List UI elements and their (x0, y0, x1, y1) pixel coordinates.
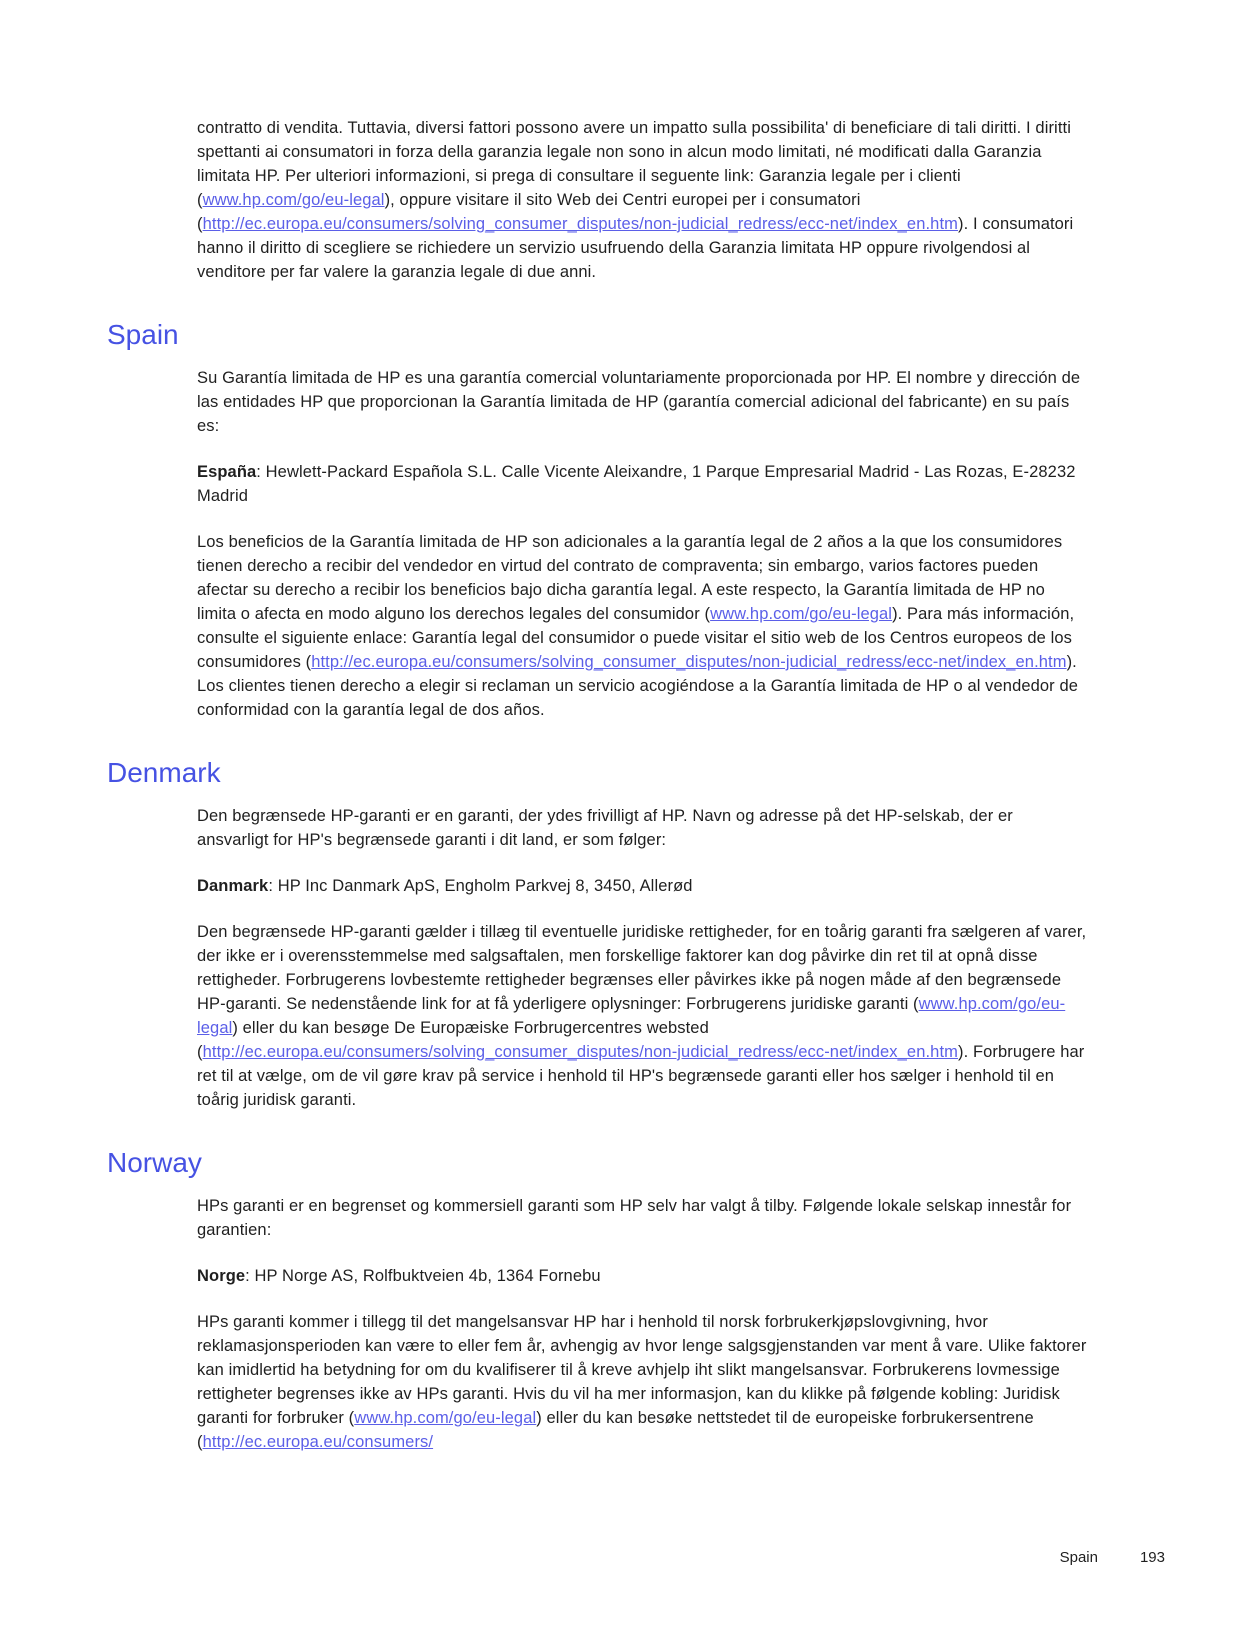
text-run: Den begrænsede HP-garanti er en garanti, der ydes frivilligt af HP. Navn og adresse på det HP-selskab, der er ansvarligt for HP's begrænsede garanti i dit land, er som følger: (197, 807, 1013, 849)
paragraph (197, 116, 1087, 284)
hyperlink[interactable]: http://ec.europa.eu/consumers/solving_consumer_disputes/non-judicial_redress/ecc-net/index_en.htm (311, 653, 1067, 671)
page-footer (1060, 1548, 1165, 1568)
section-heading-norway: Norway (107, 1147, 202, 1178)
text-run: ). Forbrugere har ret til at vælge, om de vil gøre krav på service i henhold til HP's begrænsede garanti eller hos sælger i henhold til en toårig juridisk garanti. (197, 1043, 1085, 1109)
text-run: HPs garanti er en begrenset og kommersiell garanti som HP selv har valgt å tilby. Følgende lokale selskap innestår for garantien: (197, 1197, 1072, 1239)
paragraph (197, 460, 1087, 508)
section-heading-denmark: Denmark (107, 757, 221, 788)
hyperlink[interactable]: www.hp.com/go/eu-legal (354, 1409, 537, 1427)
bold-label: Danmark (197, 877, 269, 895)
bold-label: Norge (197, 1267, 246, 1285)
paragraph (197, 920, 1087, 1112)
paragraph (197, 1194, 1087, 1242)
section-heading-spain: Spain (107, 319, 179, 350)
footer-section-label: Spain (1059, 1549, 1098, 1566)
hyperlink[interactable]: http://ec.europa.eu/consumers/ (202, 1433, 434, 1451)
paragraph (197, 366, 1087, 438)
text-run: : HP Inc Danmark ApS, Engholm Parkvej 8, 3450, Allerød (268, 877, 693, 895)
hyperlink[interactable]: www.hp.com/go/eu-legal (202, 191, 385, 209)
hyperlink[interactable]: www.hp.com/go/eu-legal (197, 995, 1066, 1037)
text-run: ). I consumatori hanno il diritto di scegliere se richiedere un servizio usufruendo della Garanzia limitata HP oppure rivolgendosi al venditore per far valere la garanzia legale di due anni. (197, 215, 1074, 281)
text-run: ) eller du kan besøge De Europæiske Forbrugercentres websted ( (197, 1019, 709, 1061)
paragraph (197, 874, 1087, 898)
text-run: contratto di vendita. Tuttavia, diversi fattori possono avere un impatto sulla possibilita' di beneficiare di tali diritti. I diritti spettanti ai consumatori in forza della garanzia legale non sono in alcun modo limitati, né modificati dalla Garanzia limitata HP. Per ulteriori informazioni, si prega di consultare il seguente link: Garanzia legale per i clienti ( (197, 119, 1071, 209)
text-run: ) eller du kan besøke nettstedet til de europeiske forbrukersentrene ( (197, 1409, 1034, 1451)
document-content (107, 116, 1087, 1476)
paragraph (197, 530, 1087, 722)
paragraph (197, 1310, 1087, 1454)
hyperlink[interactable]: www.hp.com/go/eu-legal (710, 605, 893, 623)
bold-label: España (197, 463, 257, 481)
paragraph (197, 804, 1087, 852)
text-run: HPs garanti kommer i tillegg til det mangelsansvar HP har i henhold til norsk forbrukerkjøpslovgivning, hvor reklamasjonsperioden kan være to eller fem år, avhengig av hvor lenge salgsgjenstanden var ment å vare. Ulike faktorer kan imidlertid ha betydning for om du kvalifiserer til å kreve avhjelp iht slikt mangelsansvar. Forbrukerens lovmessige rettigheter begrenses ikke av HPs garanti. Hvis du vil ha mer informasjon, kan du klikke på følgende kobling: Juridisk garanti for forbruker ( (197, 1313, 1087, 1427)
text-run: ). Los clientes tienen derecho a elegir si reclaman un servicio acogiéndose a la Garantía limitada de HP o al vendedor de conformidad con la garantía legal de dos años. (197, 653, 1079, 719)
text-run: Su Garantía limitada de HP es una garantía comercial voluntariamente proporcionada por HP. El nombre y dirección de las entidades HP que proporcionan la Garantía limitada de HP (garantía comercial adicional del fabricante) en su país es: (197, 369, 1081, 435)
hyperlink[interactable]: http://ec.europa.eu/consumers/solving_consumer_disputes/non-judicial_redress/ecc-net/index_en.htm (202, 1043, 958, 1061)
text-run: Den begrænsede HP-garanti gælder i tillæg til eventuelle juridiske rettigheder, for en toårig garanti fra sælgeren af varer, der ikke er i overensstemmelse med salgsaftalen, men forskellige faktorer kan dog påvirke din ret til at opnå disse rettigheder. Forbrugerens lovbestemte rettigheder begrænses eller påvirkes ikke på nogen måde af den begrænsede HP-garanti. Se nedenstående link for at få yderligere oplysninger: Forbrugerens juridiske garanti ( (197, 923, 1087, 1013)
text-run: Los beneficios de la Garantía limitada de HP son adicionales a la garantía legal de 2 años a la que los consumidores tienen derecho a recibir del vendedor en virtud del contrato de compraventa; sin embargo, varios factores pueden afectar su derecho a recibir los beneficios bajo dicha garantía legal. A este respecto, la Garantía limitada de HP no limita o afecta en modo alguno los derechos legales del consumidor ( (197, 533, 1063, 623)
footer-page-number: 193 (1139, 1549, 1165, 1566)
text-run: : HP Norge AS, Rolfbuktveien 4b, 1364 Fornebu (245, 1267, 601, 1285)
text-run: : Hewlett-Packard Española S.L. Calle Vicente Aleixandre, 1 Parque Empresarial Madrid - Las Rozas, E-28232 Madrid (197, 463, 1076, 505)
text-run: ), oppure visitare il sito Web dei Centri europei per i consumatori ( (197, 191, 861, 233)
text-run: ). Para más información, consulte el siguiente enlace: Garantía legal del consumidor o puede visitar el sitio web de los Centros europeos de los consumidores ( (197, 605, 1075, 671)
hyperlink[interactable]: http://ec.europa.eu/consumers/solving_consumer_disputes/non-judicial_redress/ecc-net/index_en.htm (202, 215, 958, 233)
paragraph (197, 1264, 1087, 1288)
